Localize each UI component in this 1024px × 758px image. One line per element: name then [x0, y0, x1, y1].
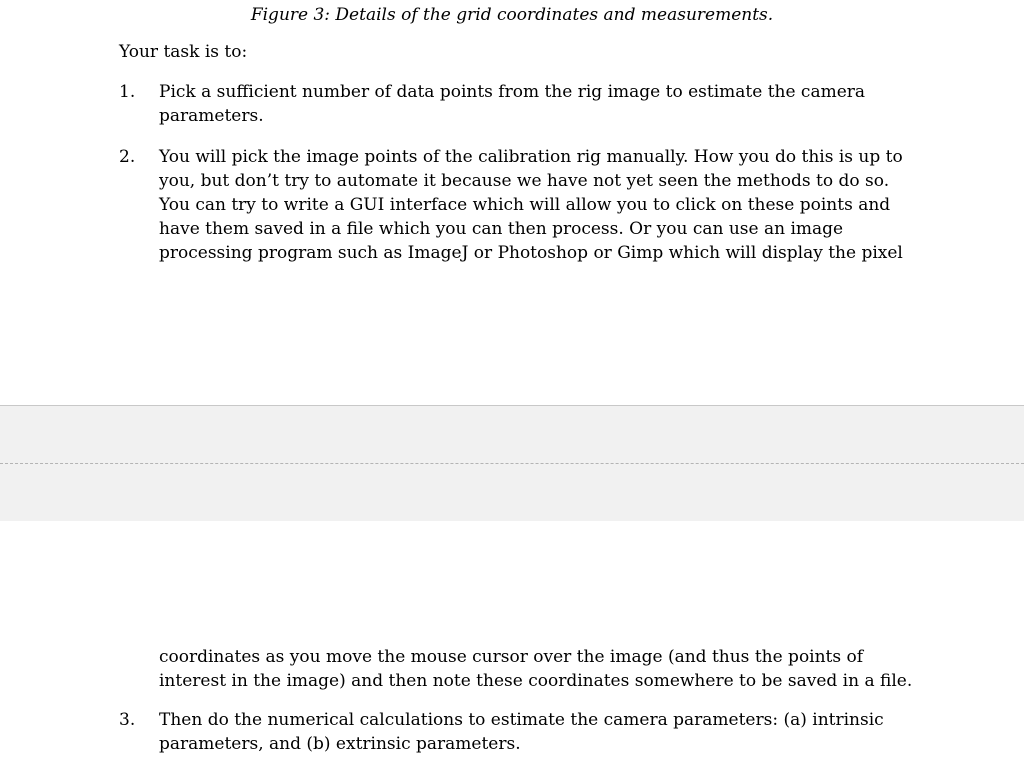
list-item-text — [159, 145, 919, 265]
text-line: you, but don’t try to automate it because we have not yet seen the methods to do so. — [159, 171, 890, 191]
text-line: Pick a sufficient number of data points from the rig image to estimate the camera — [159, 82, 866, 102]
figure-caption: Figure 3: Details of the grid coordinates and measurements. — [250, 5, 774, 25]
list-item-text — [159, 708, 919, 756]
list-item-number: 1. — [119, 82, 136, 102]
text-line: coordinates as you move the mouse cursor over the image (and thus the points of — [159, 647, 864, 667]
page-gap — [0, 405, 1024, 522]
text-line: Then do the numerical calculations to estimate the camera parameters: (a) intrinsic — [159, 710, 884, 730]
text-line: interest in the image) and then note these coordinates somewhere to be saved in a file. — [159, 671, 913, 691]
text-line: have them saved in a file which you can then process. Or you can use an image — [159, 219, 844, 239]
intro-text: Your task is to: — [119, 42, 248, 62]
page-break-line — [0, 463, 1024, 464]
list-item-text — [159, 645, 919, 693]
text-line: processing program such as ImageJ or Photoshop or Gimp which will display the pixel — [159, 243, 903, 263]
text-line: parameters. — [159, 106, 264, 126]
text-line: You can try to write a GUI interface which will allow you to click on these points and — [159, 195, 891, 215]
list-item-text — [159, 80, 919, 128]
list-item-number: 2. — [119, 147, 136, 167]
text-line: parameters, and (b) extrinsic parameters. — [159, 734, 521, 754]
list-item-number: 3. — [119, 710, 136, 730]
text-line: You will pick the image points of the calibration rig manually. How you do this is up to — [159, 147, 903, 167]
